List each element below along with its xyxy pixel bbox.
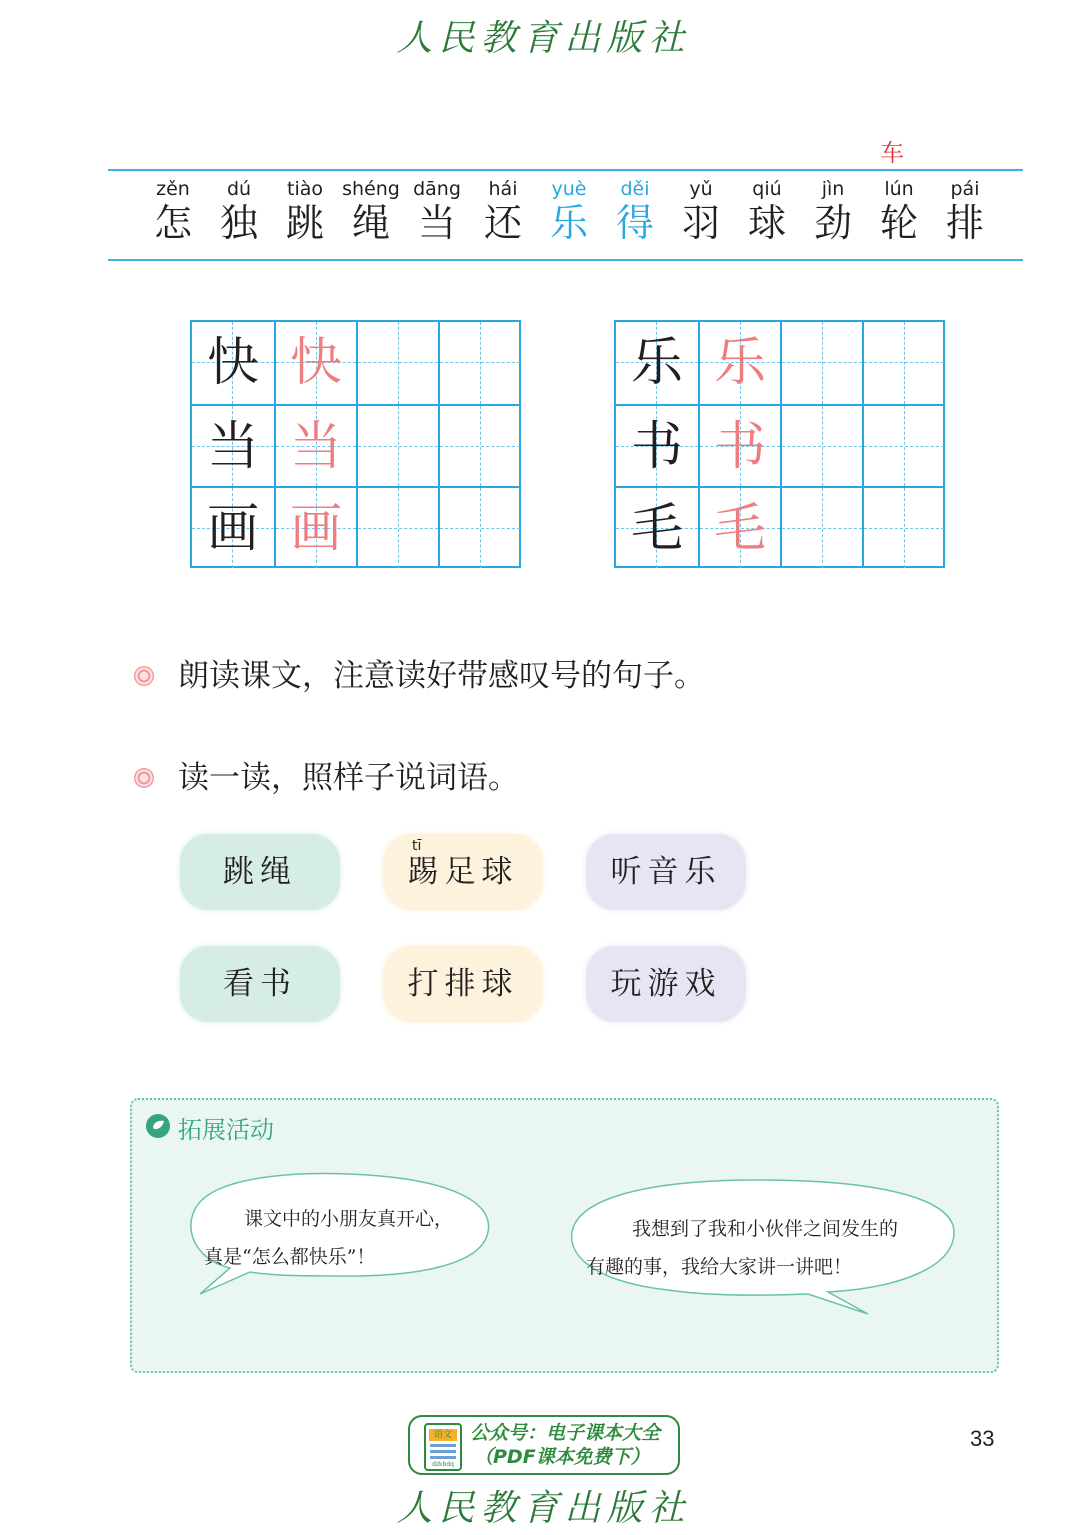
char-entry bbox=[668, 178, 734, 246]
grid-cell bbox=[192, 322, 274, 404]
book-icon-label: 语文 bbox=[429, 1429, 457, 1441]
extension-title: 拓展活动 bbox=[178, 1116, 274, 1144]
grid-cell[interactable] bbox=[438, 322, 520, 404]
char-pinyin: yuè bbox=[551, 178, 587, 200]
char-entry bbox=[140, 178, 206, 246]
grid-char-model: 书 bbox=[713, 417, 766, 477]
grid-char: 毛 bbox=[630, 499, 683, 559]
grid-char-model: 乐 bbox=[713, 333, 766, 393]
word-pill: 玩游戏 bbox=[586, 946, 746, 1022]
char-pinyin: jìn bbox=[821, 178, 845, 200]
grid-char-model: 画 bbox=[289, 499, 342, 559]
leaf-icon bbox=[146, 1114, 170, 1138]
exercise-word-practice: 读一读，照样子说词语。 bbox=[178, 760, 519, 796]
grid-char: 画 bbox=[206, 499, 259, 559]
char-hanzi: 得 bbox=[615, 201, 654, 245]
grid-char: 书 bbox=[630, 417, 683, 477]
word-pinyin: tī bbox=[412, 838, 422, 854]
word-pill: 打排球 bbox=[383, 946, 543, 1022]
grid-cell[interactable] bbox=[780, 404, 862, 486]
publisher-header: 人民教育出版社 bbox=[396, 18, 691, 59]
grid-char: 乐 bbox=[630, 333, 683, 393]
char-pinyin: zěn bbox=[156, 178, 190, 200]
grid-cell[interactable] bbox=[862, 486, 944, 568]
grid-cell bbox=[616, 404, 698, 486]
speech-bubble-left bbox=[180, 1172, 494, 1302]
word-pill: 看书 bbox=[180, 946, 340, 1022]
writing-grid-left bbox=[190, 320, 521, 568]
bottom-rule bbox=[108, 259, 1023, 261]
char-hanzi: 劲 bbox=[813, 201, 852, 245]
grid-cell bbox=[698, 404, 780, 486]
char-hanzi: 羽 bbox=[681, 201, 720, 245]
char-hanzi: 轮 bbox=[879, 201, 918, 245]
word-pill: 听音乐 bbox=[586, 834, 746, 910]
badge-line1: 公众号：电子课本大全 bbox=[470, 1422, 661, 1444]
char-pinyin: tiào bbox=[287, 178, 323, 200]
grid-char: 当 bbox=[206, 417, 259, 477]
writing-grid-right bbox=[614, 320, 945, 568]
char-entry bbox=[470, 178, 536, 246]
speech-bubble-right bbox=[568, 1178, 958, 1318]
grid-cell[interactable] bbox=[862, 322, 944, 404]
char-entry bbox=[206, 178, 272, 246]
book-icon bbox=[424, 1423, 462, 1471]
word-pill bbox=[383, 834, 543, 910]
bubble-right-line2: 有趣的事，我给大家讲一讲吧！ bbox=[586, 1256, 853, 1278]
word-pill-text: 踢足球 bbox=[407, 854, 519, 890]
char-hanzi: 排 bbox=[945, 201, 984, 245]
grid-cell[interactable] bbox=[356, 486, 438, 568]
grid-cell[interactable] bbox=[862, 404, 944, 486]
char-entry bbox=[536, 178, 602, 246]
grid-char-model: 当 bbox=[289, 417, 342, 477]
bubble-right-line1: 我想到了我和小伙伴之间发生的 bbox=[632, 1218, 899, 1240]
char-entry bbox=[866, 178, 932, 246]
char-entry bbox=[338, 178, 404, 246]
exercise-bullet-icon bbox=[134, 666, 154, 686]
exercise-bullet-icon bbox=[134, 768, 154, 788]
grid-cell[interactable] bbox=[780, 486, 862, 568]
char-pinyin: pái bbox=[950, 178, 980, 200]
char-hanzi: 绳 bbox=[351, 201, 390, 245]
char-entry bbox=[800, 178, 866, 246]
char-entry bbox=[602, 178, 668, 246]
extension-activity-box bbox=[130, 1098, 999, 1373]
bubble-left-line1: 课文中的小朋友真开心， bbox=[244, 1208, 454, 1230]
grid-cell bbox=[698, 486, 780, 568]
char-pinyin: yǔ bbox=[689, 178, 713, 200]
grid-char: 快 bbox=[206, 333, 259, 393]
grid-cell bbox=[616, 322, 698, 404]
char-pinyin: shéng bbox=[342, 178, 400, 200]
char-pinyin: qiú bbox=[752, 178, 782, 200]
char-pinyin: hái bbox=[488, 178, 518, 200]
char-entry bbox=[404, 178, 470, 246]
grid-cell bbox=[274, 322, 356, 404]
new-characters-row bbox=[140, 178, 1020, 246]
char-hanzi: 怎 bbox=[153, 201, 192, 245]
grid-char-model: 快 bbox=[289, 333, 342, 393]
char-pinyin: děi bbox=[620, 178, 650, 200]
grid-cell bbox=[274, 404, 356, 486]
char-hanzi: 乐 bbox=[549, 201, 588, 245]
char-pinyin: dú bbox=[226, 178, 252, 200]
bubble-left-line2: 真是“怎么都快乐”！ bbox=[204, 1246, 376, 1268]
word-pill: 跳绳 bbox=[180, 834, 340, 910]
char-pinyin: dāng bbox=[413, 178, 461, 200]
grid-cell bbox=[698, 322, 780, 404]
grid-cell[interactable] bbox=[356, 322, 438, 404]
grid-cell[interactable] bbox=[438, 404, 520, 486]
grid-cell bbox=[616, 486, 698, 568]
grid-cell[interactable] bbox=[438, 486, 520, 568]
char-hanzi: 跳 bbox=[285, 201, 324, 245]
badge-line2: （PDF课本免费下） bbox=[474, 1446, 650, 1468]
book-icon-caption: dzkbdq bbox=[432, 1461, 454, 1468]
grid-cell[interactable] bbox=[356, 404, 438, 486]
char-pinyin: lún bbox=[884, 178, 914, 200]
exercise-read-aloud: 朗读课文，注意读好带感叹号的句子。 bbox=[178, 658, 705, 694]
page-number: 33 bbox=[970, 1426, 995, 1451]
wechat-badge bbox=[408, 1415, 680, 1475]
publisher-footer: 人民教育出版社 bbox=[396, 1488, 691, 1529]
grid-cell[interactable] bbox=[780, 322, 862, 404]
grid-cell bbox=[274, 486, 356, 568]
grid-char-model: 毛 bbox=[713, 499, 766, 559]
char-hanzi: 独 bbox=[219, 201, 258, 245]
char-entry bbox=[932, 178, 998, 246]
char-hanzi: 当 bbox=[417, 201, 456, 245]
red-stroke-mark: 车 bbox=[880, 139, 904, 167]
top-rule bbox=[108, 169, 1023, 171]
char-hanzi: 还 bbox=[483, 201, 522, 245]
grid-cell bbox=[192, 404, 274, 486]
grid-cell bbox=[192, 486, 274, 568]
char-hanzi: 球 bbox=[747, 201, 786, 245]
char-entry bbox=[272, 178, 338, 246]
char-entry bbox=[734, 178, 800, 246]
